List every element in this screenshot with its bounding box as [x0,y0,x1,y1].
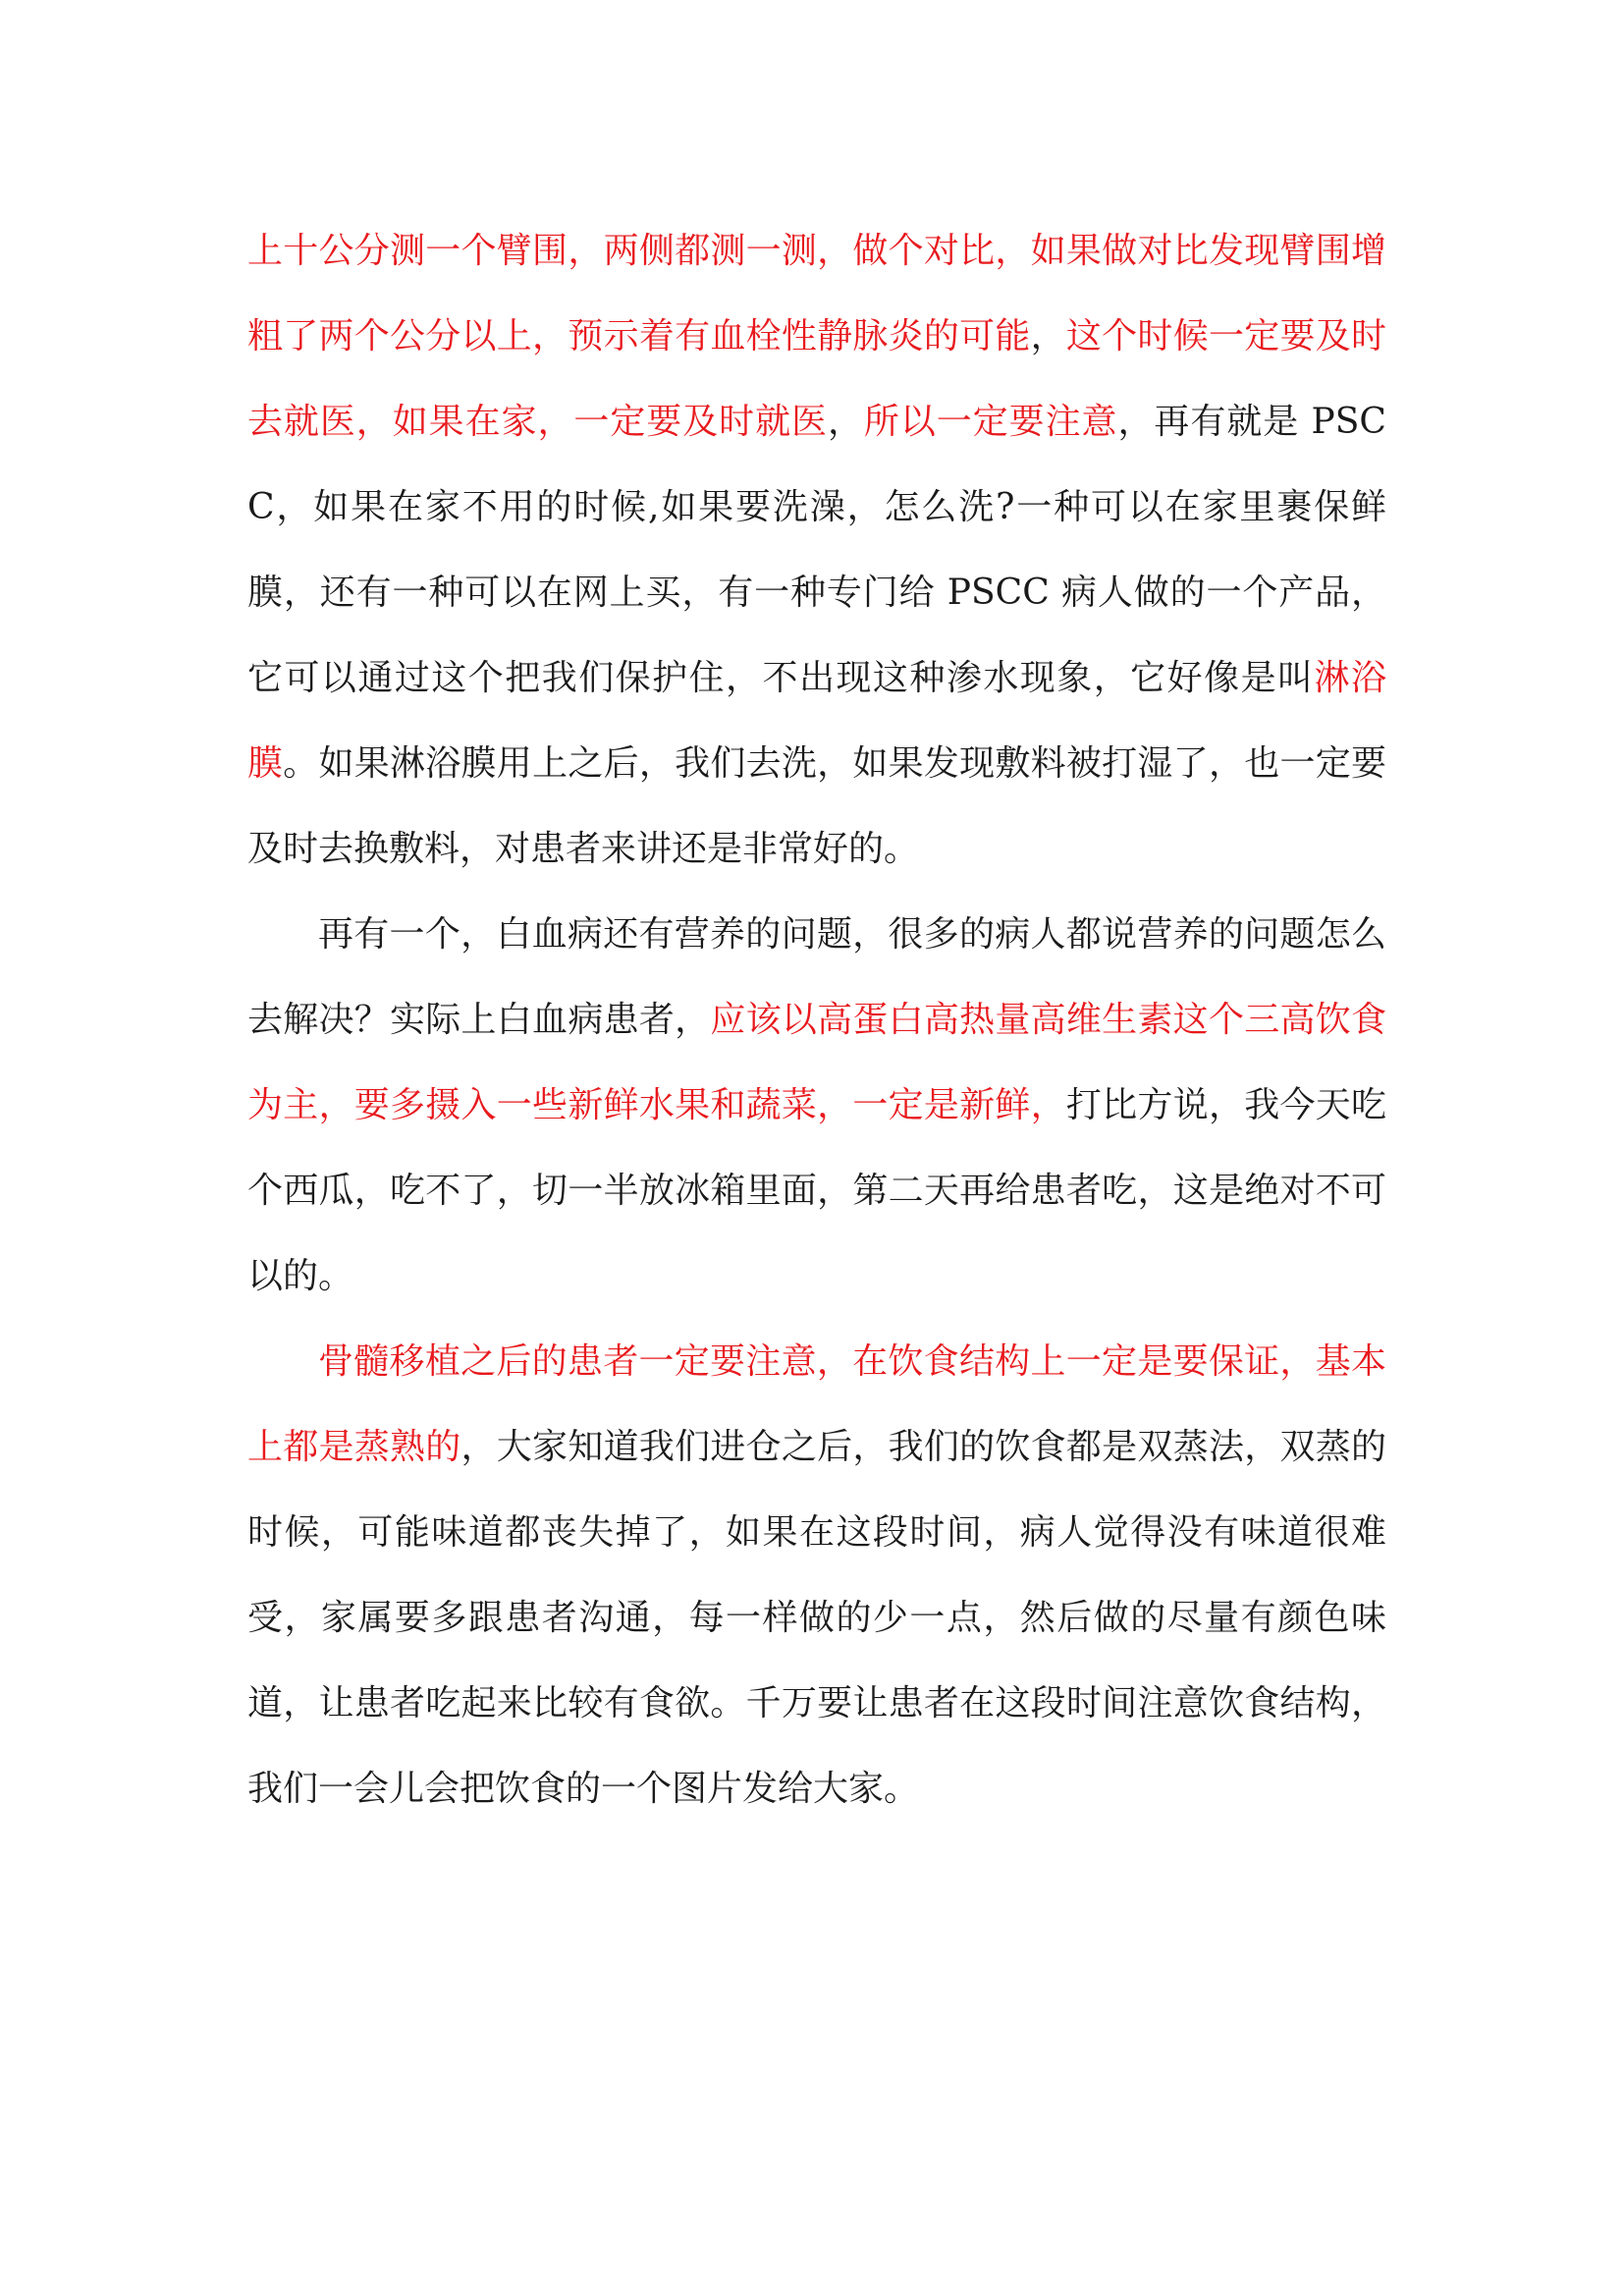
highlighted-text: 淋浴膜 [247,658,1386,784]
document-body [247,208,1386,1831]
highlighted-text: 骨髓移植之后的患者一定要注意，在饮食结构上一定是要保证，基本上都是蒸熟的 [247,1341,1386,1467]
body-text: 。如果淋浴膜用上之后，我们去洗，如果发现敷料被打湿了，也一定要及时去换敷料，对患者来讲还是非常好的。 [247,743,1386,869]
body-text: ，大家知道我们进仓之后，我们的饮食都是双蒸法，双蒸的时候，可能味道都丧失掉了，如果在这段时间，病人觉得没有味道很难受，家属要多跟患者沟通，每一样做的少一点，然后做的尽量有颜色味道，让患者吃起来比较有食欲。千万要让患者在这段时间注意饮食结构，我们一会儿会把饮食的一个图片发给大家。 [247,1427,1386,1809]
paragraph-arm-circumference [247,208,1386,892]
body-text: 打比方说，我今天吃个西瓜，吃不了，切一半放冰箱里面，第二天再给患者吃，这是绝对不可以的。 [247,1085,1386,1296]
body-text: 再有一个，白血病还有营养的问题，很多的病人都说营养的问题怎么去解决？实际上白血病患者， [247,914,1386,1040]
highlighted-text: 上十公分测一个臂围，两侧都测一测，做个对比，如果做对比发现臂围增粗了两个公分以上，预示着有血栓性静脉炎的可能 [247,231,1386,356]
paragraph-nutrition [247,892,1386,1319]
body-text: ， [1030,316,1066,356]
highlighted-text: 这个时候一定要及时去就医，如果在家，一定要及时就医 [247,316,1386,442]
body-text: ，再有就是 PSCC，如果在家不用的时候,如果要洗澡，怎么洗?一种可以在家里裹保鲜膜，还有一种可以在网上买，有一种专门给 PSCC 病人做的一个产品，它可以通过这个把我们保护住，不出现这种渗水现象，它好像是叫 [247,402,1386,698]
highlighted-text: 应该以高蛋白高热量高维生素这个三高饮食为主，要多摄入一些新鲜水果和蔬菜，一定是新鲜， [247,1000,1386,1125]
paragraph-diet-after-transplant [247,1319,1386,1831]
body-text: ， [827,402,864,442]
highlighted-text: 所以一定要注意 [863,402,1118,442]
